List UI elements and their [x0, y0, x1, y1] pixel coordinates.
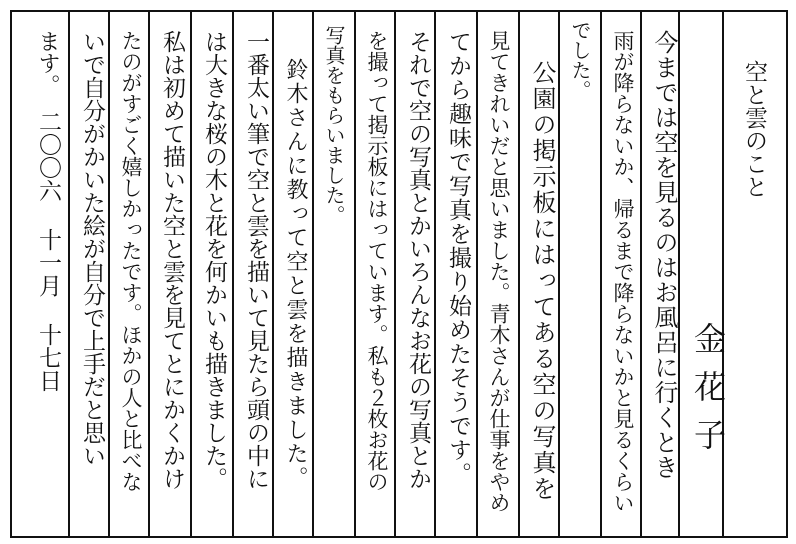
author-name: 金花子: [689, 322, 727, 466]
text-column: [358, 0, 398, 544]
text-line: たのがすごく嬉しかったです。ほかの人と比べな: [119, 30, 143, 492]
text-line: いで自分がかいた絵が自分で上手だと思い: [79, 30, 105, 467]
text-column: [72, 0, 112, 544]
text-column: [152, 0, 192, 544]
text-column: [316, 0, 356, 544]
text-column: [604, 0, 644, 544]
right-border: [786, 10, 788, 538]
column-rule: [68, 10, 70, 538]
text-column: [276, 0, 316, 544]
text-line: を撮って掲示板にはっています。私も２枚お花の: [365, 30, 389, 492]
text-column: [398, 0, 438, 544]
text-column: [438, 0, 478, 544]
text-column: [480, 0, 520, 544]
text-column: [644, 0, 684, 544]
text-line: 写真をもらいました。: [322, 25, 346, 225]
text-column: [522, 0, 562, 544]
text-column: [562, 0, 602, 544]
title-column: [736, 0, 776, 544]
final-column: [28, 0, 68, 544]
text-line: 私は初めて描いた空と雲を見てとにかくかけ: [159, 30, 185, 490]
text-line: てから趣味で写真を撮り始めたそうです。: [445, 30, 471, 486]
text-column: [236, 0, 276, 544]
text-line: 見てきれいだと思いました。青木さんが仕事をやめ: [487, 30, 511, 513]
text-line: は大きな桜の木と花を何かいも描きました。: [201, 30, 227, 490]
author-column: [690, 0, 730, 544]
text-column: [194, 0, 234, 544]
left-border: [10, 10, 12, 538]
text-column: [112, 0, 152, 544]
text-line: 鈴木さんに教って空と雲を描きました。: [283, 58, 308, 490]
document-title: 空と雲のこと: [741, 60, 767, 198]
text-line: 一番太い筆で空と雲を描いて見たら頭の中に: [243, 30, 269, 490]
text-line: ます。: [35, 30, 60, 96]
text-line: 雨が降らないか、帰るまで降らないかと見るくらい: [611, 30, 635, 513]
text-line: でした。: [568, 20, 592, 100]
text-line: それで空の写真とかいろんなお花の写真とか: [405, 30, 431, 490]
text-line: 今までは空を見るのはお風呂に行くとき: [650, 30, 678, 480]
date-line: 二〇〇六 十一月 十七日: [35, 110, 61, 392]
text-line: 公園の掲示板にはってある空の写真を: [528, 60, 556, 502]
